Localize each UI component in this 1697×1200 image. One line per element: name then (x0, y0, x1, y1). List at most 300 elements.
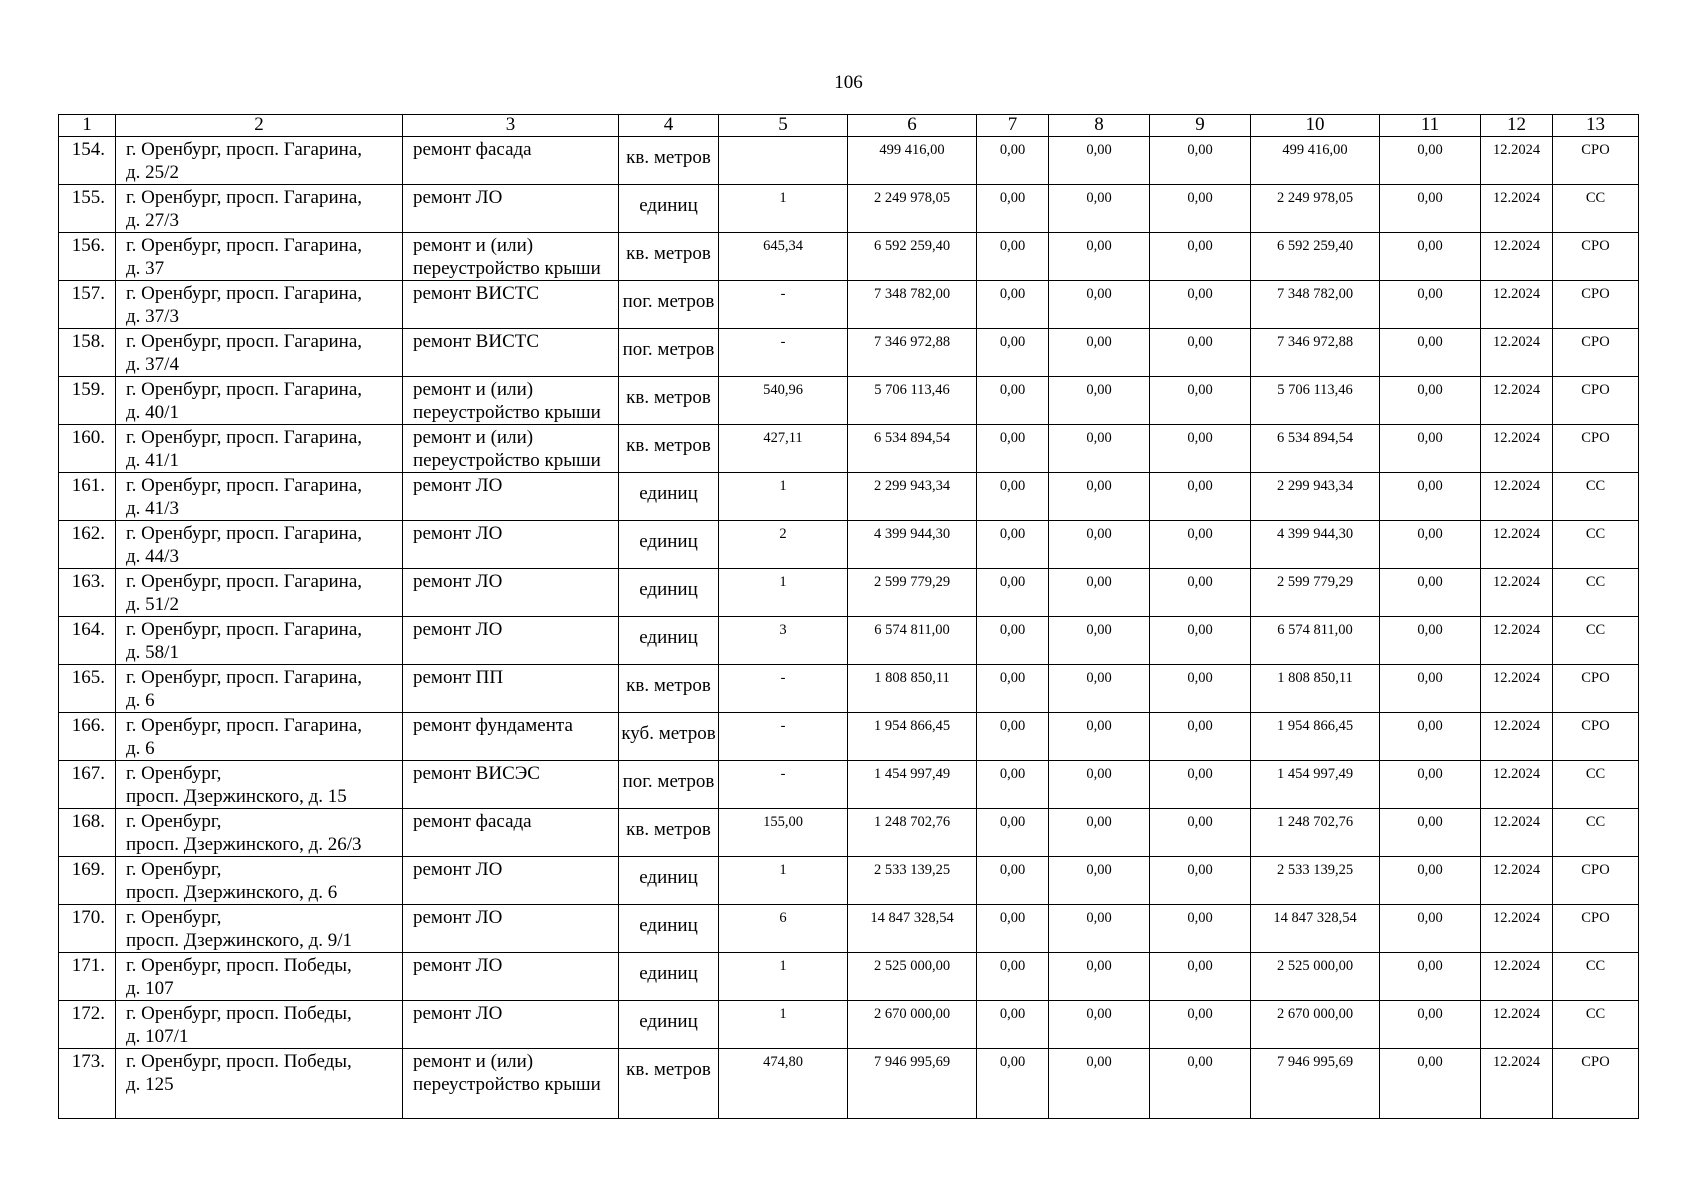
completion-date-cell: 12.2024 (1481, 473, 1553, 521)
row-number: 166. (59, 713, 116, 761)
col7-cell: 0,00 (977, 521, 1049, 569)
completion-date-cell: 12.2024 (1481, 521, 1553, 569)
row-number: 159. (59, 377, 116, 425)
method-cell: СС (1553, 953, 1639, 1001)
table-row (59, 233, 1639, 281)
completion-date-cell: 12.2024 (1481, 233, 1553, 281)
col11-cell: 0,00 (1380, 329, 1481, 377)
address-line-1: г. Оренбург, (126, 859, 222, 880)
unit-cell: единиц (619, 905, 719, 953)
unit-cell: единиц (619, 521, 719, 569)
table-row (59, 1001, 1639, 1049)
total-cost-cell: 2 525 000,00 (848, 953, 977, 1001)
col11-cell: 0,00 (1380, 1001, 1481, 1049)
work-type-cell (403, 713, 619, 761)
row-number: 155. (59, 185, 116, 233)
col10-cell: 6 592 259,40 (1251, 233, 1380, 281)
method-cell: СРО (1553, 137, 1639, 185)
work-type-line-1: ремонт фундамента (413, 715, 573, 736)
unit-cell: единиц (619, 473, 719, 521)
work-type-line-1: ремонт и (или) (413, 379, 534, 400)
address-line-1: г. Оренбург, просп. Гагарина, (126, 235, 362, 256)
work-type-line-1: ремонт ВИСТС (413, 283, 540, 304)
quantity-cell: - (719, 761, 848, 809)
column-header: 10 (1251, 115, 1380, 137)
col9-cell: 0,00 (1150, 1049, 1251, 1119)
address-line-2: просп. Дзержинского, д. 15 (126, 786, 347, 807)
table-row (59, 713, 1639, 761)
completion-date-cell: 12.2024 (1481, 857, 1553, 905)
address-line-2: д. 6 (126, 690, 155, 711)
completion-date-cell: 12.2024 (1481, 665, 1553, 713)
column-header: 12 (1481, 115, 1553, 137)
col9-cell: 0,00 (1150, 713, 1251, 761)
col10-cell: 14 847 328,54 (1251, 905, 1380, 953)
col7-cell: 0,00 (977, 233, 1049, 281)
col10-cell: 6 574 811,00 (1251, 617, 1380, 665)
row-number: 168. (59, 809, 116, 857)
col8-cell: 0,00 (1049, 713, 1150, 761)
table-row (59, 185, 1639, 233)
column-header: 11 (1380, 115, 1481, 137)
address-cell (116, 377, 403, 425)
row-number: 154. (59, 137, 116, 185)
col7-cell: 0,00 (977, 905, 1049, 953)
method-cell: СРО (1553, 905, 1639, 953)
completion-date-cell: 12.2024 (1481, 329, 1553, 377)
col8-cell: 0,00 (1049, 233, 1150, 281)
quantity-cell: 3 (719, 617, 848, 665)
quantity-cell: 427,11 (719, 425, 848, 473)
work-type-cell (403, 233, 619, 281)
quantity-cell: 1 (719, 569, 848, 617)
method-cell: СС (1553, 521, 1639, 569)
row-number: 161. (59, 473, 116, 521)
work-type-line-1: ремонт и (или) (413, 427, 534, 448)
col10-cell: 4 399 944,30 (1251, 521, 1380, 569)
total-cost-cell: 6 574 811,00 (848, 617, 977, 665)
address-line-2: д. 41/3 (126, 498, 179, 519)
table-row (59, 329, 1639, 377)
row-number: 167. (59, 761, 116, 809)
col9-cell: 0,00 (1150, 329, 1251, 377)
total-cost-cell: 6 534 894,54 (848, 425, 977, 473)
address-line-1: г. Оренбург, просп. Победы, (126, 955, 352, 976)
col10-cell: 2 670 000,00 (1251, 1001, 1380, 1049)
completion-date-cell: 12.2024 (1481, 713, 1553, 761)
total-cost-cell: 4 399 944,30 (848, 521, 977, 569)
work-type-line-1: ремонт ЛО (413, 187, 503, 208)
col7-cell: 0,00 (977, 953, 1049, 1001)
table-row (59, 953, 1639, 1001)
address-line-2: д. 41/1 (126, 450, 179, 471)
table-body (59, 137, 1639, 1119)
capital-repair-table (58, 114, 1639, 1119)
col9-cell: 0,00 (1150, 953, 1251, 1001)
address-line-2: д. 27/3 (126, 210, 179, 231)
total-cost-cell: 1 808 850,11 (848, 665, 977, 713)
method-cell: СС (1553, 569, 1639, 617)
quantity-cell (719, 137, 848, 185)
address-cell (116, 617, 403, 665)
address-line-1: г. Оренбург, просп. Гагарина, (126, 571, 362, 592)
total-cost-cell: 2 533 139,25 (848, 857, 977, 905)
col11-cell: 0,00 (1380, 617, 1481, 665)
total-cost-cell: 1 954 866,45 (848, 713, 977, 761)
total-cost-cell: 1 248 702,76 (848, 809, 977, 857)
total-cost-cell: 7 346 972,88 (848, 329, 977, 377)
work-type-cell (403, 665, 619, 713)
address-cell (116, 857, 403, 905)
col8-cell: 0,00 (1049, 905, 1150, 953)
col9-cell: 0,00 (1150, 281, 1251, 329)
row-number: 164. (59, 617, 116, 665)
unit-cell: пог. метров (619, 329, 719, 377)
work-type-line-1: ремонт ЛО (413, 1003, 503, 1024)
address-cell (116, 569, 403, 617)
work-type-cell (403, 377, 619, 425)
col11-cell: 0,00 (1380, 473, 1481, 521)
table-row (59, 473, 1639, 521)
col11-cell: 0,00 (1380, 233, 1481, 281)
col10-cell: 1 808 850,11 (1251, 665, 1380, 713)
address-line-2: д. 107/1 (126, 1026, 189, 1047)
unit-cell: куб. метров (619, 713, 719, 761)
unit-cell: кв. метров (619, 665, 719, 713)
completion-date-cell: 12.2024 (1481, 617, 1553, 665)
work-type-line-1: ремонт фасада (413, 811, 532, 832)
quantity-cell: 2 (719, 521, 848, 569)
method-cell: СРО (1553, 857, 1639, 905)
col7-cell: 0,00 (977, 665, 1049, 713)
col11-cell: 0,00 (1380, 281, 1481, 329)
page-number: 106 (834, 72, 863, 93)
col7-cell: 0,00 (977, 281, 1049, 329)
unit-cell: единиц (619, 185, 719, 233)
address-cell (116, 905, 403, 953)
work-type-cell (403, 473, 619, 521)
address-line-2: д. 40/1 (126, 402, 179, 423)
column-header: 3 (403, 115, 619, 137)
col11-cell: 0,00 (1380, 761, 1481, 809)
col9-cell: 0,00 (1150, 617, 1251, 665)
row-number: 157. (59, 281, 116, 329)
column-number-row (59, 115, 1639, 137)
col11-cell: 0,00 (1380, 1049, 1481, 1119)
col10-cell: 2 599 779,29 (1251, 569, 1380, 617)
address-cell (116, 713, 403, 761)
col8-cell: 0,00 (1049, 857, 1150, 905)
col8-cell: 0,00 (1049, 329, 1150, 377)
col9-cell: 0,00 (1150, 569, 1251, 617)
col11-cell: 0,00 (1380, 665, 1481, 713)
total-cost-cell: 5 706 113,46 (848, 377, 977, 425)
col8-cell: 0,00 (1049, 617, 1150, 665)
work-type-line-2: переустройство крыши (413, 1074, 601, 1095)
work-type-line-1: ремонт ЛО (413, 619, 503, 640)
unit-cell: единиц (619, 953, 719, 1001)
row-number: 169. (59, 857, 116, 905)
quantity-cell: 155,00 (719, 809, 848, 857)
quantity-cell: - (719, 329, 848, 377)
address-cell (116, 1001, 403, 1049)
unit-cell: единиц (619, 617, 719, 665)
address-line-1: г. Оренбург, просп. Гагарина, (126, 475, 362, 496)
completion-date-cell: 12.2024 (1481, 569, 1553, 617)
method-cell: СРО (1553, 713, 1639, 761)
col10-cell: 7 946 995,69 (1251, 1049, 1380, 1119)
unit-cell: кв. метров (619, 137, 719, 185)
work-type-cell (403, 569, 619, 617)
address-line-2: д. 58/1 (126, 642, 179, 663)
col10-cell: 2 249 978,05 (1251, 185, 1380, 233)
work-type-cell (403, 137, 619, 185)
address-line-1: г. Оренбург, просп. Гагарина, (126, 619, 362, 640)
col8-cell: 0,00 (1049, 521, 1150, 569)
col8-cell: 0,00 (1049, 185, 1150, 233)
address-line-2: д. 125 (126, 1074, 174, 1095)
quantity-cell: 1 (719, 185, 848, 233)
completion-date-cell: 12.2024 (1481, 137, 1553, 185)
row-number: 170. (59, 905, 116, 953)
col7-cell: 0,00 (977, 1049, 1049, 1119)
unit-cell: пог. метров (619, 761, 719, 809)
col7-cell: 0,00 (977, 569, 1049, 617)
address-line-2: д. 51/2 (126, 594, 179, 615)
completion-date-cell: 12.2024 (1481, 377, 1553, 425)
total-cost-cell: 2 670 000,00 (848, 1001, 977, 1049)
column-header: 1 (59, 115, 116, 137)
work-type-cell (403, 617, 619, 665)
col7-cell: 0,00 (977, 617, 1049, 665)
quantity-cell: 1 (719, 857, 848, 905)
col7-cell: 0,00 (977, 137, 1049, 185)
unit-cell: кв. метров (619, 377, 719, 425)
method-cell: СС (1553, 185, 1639, 233)
unit-cell: единиц (619, 1001, 719, 1049)
col10-cell: 7 348 782,00 (1251, 281, 1380, 329)
col9-cell: 0,00 (1150, 761, 1251, 809)
method-cell: СРО (1553, 233, 1639, 281)
work-type-line-2: переустройство крыши (413, 258, 601, 279)
table-row (59, 809, 1639, 857)
work-type-cell (403, 953, 619, 1001)
row-number: 158. (59, 329, 116, 377)
work-type-line-1: ремонт ВИСТС (413, 331, 540, 352)
total-cost-cell: 2 299 943,34 (848, 473, 977, 521)
col11-cell: 0,00 (1380, 569, 1481, 617)
col9-cell: 0,00 (1150, 473, 1251, 521)
address-cell (116, 953, 403, 1001)
address-line-2: д. 25/2 (126, 162, 179, 183)
address-cell (116, 233, 403, 281)
address-line-2: д. 37 (126, 258, 165, 279)
address-cell (116, 185, 403, 233)
address-line-2: просп. Дзержинского, д. 6 (126, 882, 338, 903)
col7-cell: 0,00 (977, 473, 1049, 521)
work-type-line-1: ремонт ВИСЭС (413, 763, 540, 784)
unit-cell: кв. метров (619, 233, 719, 281)
col8-cell: 0,00 (1049, 569, 1150, 617)
total-cost-cell: 2 599 779,29 (848, 569, 977, 617)
work-type-line-1: ремонт и (или) (413, 235, 534, 256)
quantity-cell: - (719, 665, 848, 713)
address-line-1: г. Оренбург, просп. Гагарина, (126, 331, 362, 352)
col8-cell: 0,00 (1049, 473, 1150, 521)
col8-cell: 0,00 (1049, 761, 1150, 809)
col7-cell: 0,00 (977, 329, 1049, 377)
unit-cell: кв. метров (619, 425, 719, 473)
column-header: 9 (1150, 115, 1251, 137)
col10-cell: 499 416,00 (1251, 137, 1380, 185)
col10-cell: 1 248 702,76 (1251, 809, 1380, 857)
table-row (59, 665, 1639, 713)
work-type-cell (403, 281, 619, 329)
total-cost-cell: 1 454 997,49 (848, 761, 977, 809)
col9-cell: 0,00 (1150, 425, 1251, 473)
completion-date-cell: 12.2024 (1481, 953, 1553, 1001)
address-cell (116, 1049, 403, 1119)
completion-date-cell: 12.2024 (1481, 185, 1553, 233)
address-line-2: д. 6 (126, 738, 155, 759)
column-header: 2 (116, 115, 403, 137)
work-type-line-1: ремонт ЛО (413, 955, 503, 976)
completion-date-cell: 12.2024 (1481, 761, 1553, 809)
col9-cell: 0,00 (1150, 137, 1251, 185)
address-line-2: просп. Дзержинского, д. 26/3 (126, 834, 362, 855)
table-row (59, 521, 1639, 569)
work-type-cell (403, 809, 619, 857)
method-cell: СС (1553, 617, 1639, 665)
address-line-1: г. Оренбург, (126, 907, 222, 928)
col8-cell: 0,00 (1049, 377, 1150, 425)
address-line-1: г. Оренбург, просп. Победы, (126, 1003, 352, 1024)
quantity-cell: 6 (719, 905, 848, 953)
column-header: 4 (619, 115, 719, 137)
col10-cell: 2 533 139,25 (1251, 857, 1380, 905)
col7-cell: 0,00 (977, 1001, 1049, 1049)
completion-date-cell: 12.2024 (1481, 905, 1553, 953)
address-line-1: г. Оренбург, просп. Гагарина, (126, 283, 362, 304)
col10-cell: 1 954 866,45 (1251, 713, 1380, 761)
col7-cell: 0,00 (977, 425, 1049, 473)
work-type-cell (403, 185, 619, 233)
col11-cell: 0,00 (1380, 857, 1481, 905)
table-row (59, 377, 1639, 425)
work-type-line-1: ремонт ЛО (413, 523, 503, 544)
col8-cell: 0,00 (1049, 425, 1150, 473)
method-cell: СРО (1553, 1049, 1639, 1119)
col11-cell: 0,00 (1380, 905, 1481, 953)
col7-cell: 0,00 (977, 761, 1049, 809)
col7-cell: 0,00 (977, 185, 1049, 233)
completion-date-cell: 12.2024 (1481, 809, 1553, 857)
total-cost-cell: 2 249 978,05 (848, 185, 977, 233)
method-cell: СРО (1553, 329, 1639, 377)
col9-cell: 0,00 (1150, 377, 1251, 425)
col11-cell: 0,00 (1380, 809, 1481, 857)
row-number: 160. (59, 425, 116, 473)
method-cell: СС (1553, 1001, 1639, 1049)
col7-cell: 0,00 (977, 377, 1049, 425)
row-number: 156. (59, 233, 116, 281)
table-row (59, 281, 1639, 329)
row-number: 173. (59, 1049, 116, 1119)
address-cell (116, 809, 403, 857)
col10-cell: 5 706 113,46 (1251, 377, 1380, 425)
table-row (59, 617, 1639, 665)
address-line-2: д. 37/4 (126, 354, 179, 375)
column-header: 5 (719, 115, 848, 137)
col9-cell: 0,00 (1150, 521, 1251, 569)
col9-cell: 0,00 (1150, 809, 1251, 857)
row-number: 165. (59, 665, 116, 713)
unit-cell: пог. метров (619, 281, 719, 329)
total-cost-cell: 7 348 782,00 (848, 281, 977, 329)
method-cell: СС (1553, 809, 1639, 857)
col7-cell: 0,00 (977, 857, 1049, 905)
total-cost-cell: 7 946 995,69 (848, 1049, 977, 1119)
quantity-cell: 645,34 (719, 233, 848, 281)
method-cell: СРО (1553, 425, 1639, 473)
address-cell (116, 329, 403, 377)
work-type-cell (403, 905, 619, 953)
work-type-line-1: ремонт фасада (413, 139, 532, 160)
address-line-1: г. Оренбург, просп. Гагарина, (126, 187, 362, 208)
work-type-cell (403, 521, 619, 569)
total-cost-cell: 6 592 259,40 (848, 233, 977, 281)
col9-cell: 0,00 (1150, 905, 1251, 953)
work-type-line-2: переустройство крыши (413, 450, 601, 471)
unit-cell: единиц (619, 569, 719, 617)
address-line-1: г. Оренбург, (126, 811, 222, 832)
col8-cell: 0,00 (1049, 1049, 1150, 1119)
col10-cell: 2 299 943,34 (1251, 473, 1380, 521)
quantity-cell: 1 (719, 953, 848, 1001)
method-cell: СРО (1553, 281, 1639, 329)
work-type-line-1: ремонт и (или) (413, 1051, 534, 1072)
completion-date-cell: 12.2024 (1481, 425, 1553, 473)
col11-cell: 0,00 (1380, 185, 1481, 233)
col11-cell: 0,00 (1380, 713, 1481, 761)
column-header: 8 (1049, 115, 1150, 137)
col7-cell: 0,00 (977, 809, 1049, 857)
address-line-2: просп. Дзержинского, д. 9/1 (126, 930, 353, 951)
col8-cell: 0,00 (1049, 809, 1150, 857)
work-type-cell (403, 1049, 619, 1119)
address-line-1: г. Оренбург, просп. Гагарина, (126, 139, 362, 160)
work-type-cell (403, 329, 619, 377)
total-cost-cell: 499 416,00 (848, 137, 977, 185)
row-number: 163. (59, 569, 116, 617)
quantity-cell: - (719, 713, 848, 761)
work-type-line-1: ремонт ПП (413, 667, 504, 688)
work-type-cell (403, 425, 619, 473)
col7-cell: 0,00 (977, 713, 1049, 761)
row-number: 171. (59, 953, 116, 1001)
table-row (59, 1049, 1639, 1119)
address-cell (116, 425, 403, 473)
quantity-cell: 1 (719, 473, 848, 521)
col9-cell: 0,00 (1150, 857, 1251, 905)
work-type-cell (403, 1001, 619, 1049)
address-line-2: д. 44/3 (126, 546, 179, 567)
col11-cell: 0,00 (1380, 137, 1481, 185)
column-header: 6 (848, 115, 977, 137)
col9-cell: 0,00 (1150, 1001, 1251, 1049)
work-type-cell (403, 857, 619, 905)
quantity-cell: 540,96 (719, 377, 848, 425)
